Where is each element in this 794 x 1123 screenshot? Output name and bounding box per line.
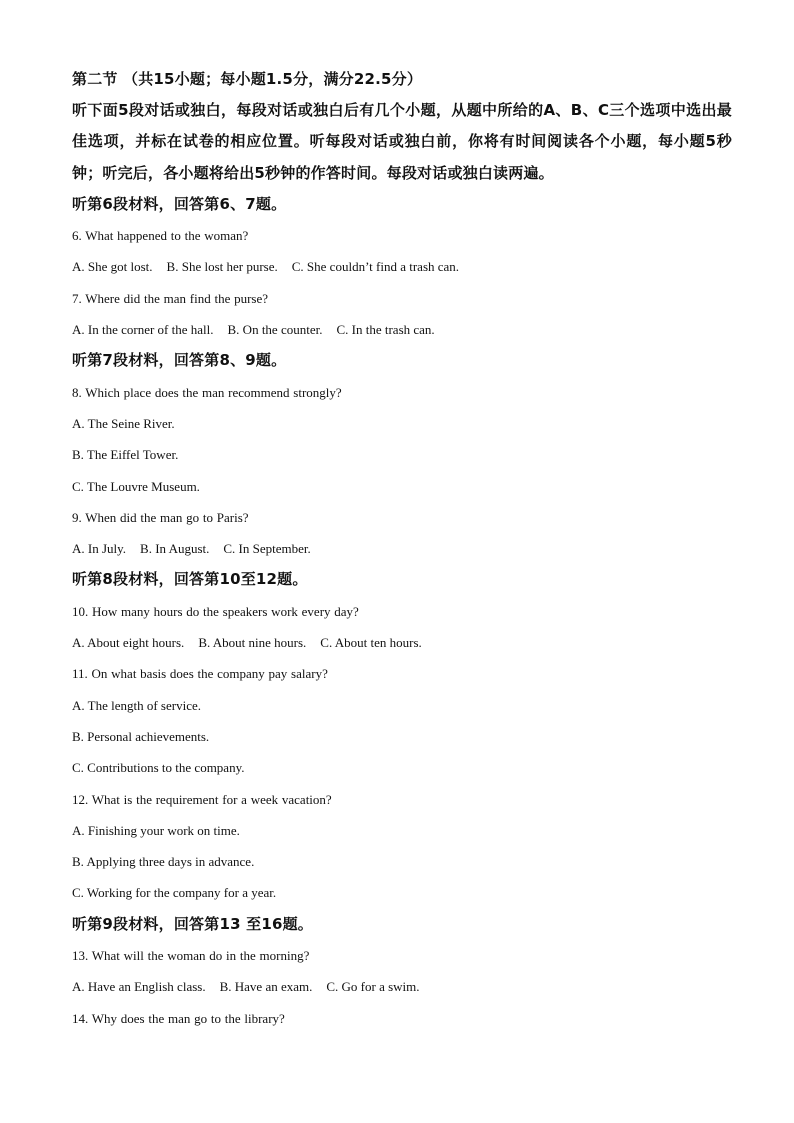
options-row [72, 627, 732, 658]
question-text: 6. What happened to the woman? [72, 228, 249, 244]
group-heading: 听第7段材料，回答第8、9题。 [72, 351, 287, 370]
section-title: 第二节 （共15小题；每小题1.5分，满分22.5分） [72, 70, 423, 88]
question-text: 8. Which place does the man recommend strongly? [72, 384, 342, 400]
group-heading: 听第6段材料，回答第6、7题。 [72, 194, 287, 213]
answer-option: B. About nine hours. [198, 635, 307, 651]
question-groups [72, 189, 732, 1034]
answer-option: C. The Louvre Museum. [72, 478, 200, 494]
options-row [72, 971, 732, 1002]
question-text: 7. Where did the man find the purse? [72, 290, 269, 306]
group-heading: 听第9段材料，回答第13 至16题。 [72, 914, 314, 933]
answer-option: A. In July. [72, 541, 127, 557]
answer-option: C. In September. [223, 541, 311, 557]
question-text: 14. Why does the man go to the library? [72, 1010, 285, 1026]
answer-option: A. The Seine River. [72, 415, 175, 431]
listening-section [72, 64, 732, 1034]
answer-option: B. Personal achievements. [72, 728, 210, 744]
answer-option: B. On the counter. [227, 322, 323, 338]
options-row [72, 314, 732, 345]
answer-option: C. She couldn’t find a trash can. [291, 259, 460, 275]
question-text: 11. On what basis does the company pay salary? [72, 666, 328, 682]
question-text: 12. What is the requirement for a week vacation? [72, 791, 332, 807]
answer-option: A. In the corner of the hall. [72, 322, 214, 338]
answer-option: C. Working for the company for a year. [72, 885, 277, 901]
question-text: 9. When did the man go to Paris? [72, 509, 249, 525]
answer-option: B. In August. [140, 541, 210, 557]
answer-option: B. The Eiffel Tower. [72, 447, 179, 463]
question-text: 10. How many hours do the speakers work every day? [72, 603, 359, 619]
question-text: 13. What will the woman do in the morning? [72, 948, 310, 964]
options-row [72, 251, 732, 282]
section-instructions: 听下面5段对话或独白，每段对话或独白后有几个小题，从题中所给的A、B、C三个选项中选出最佳选项，并标在试卷的相应位置。听每段对话或独白前，你将有时间阅读各个小题，每小题5秒钟；听完后，各小题将给出5秒钟的作答时间。每段对话或独白读两遍。 [72, 101, 732, 182]
answer-option: C. Go for a swim. [326, 979, 420, 995]
answer-option: C. Contributions to the company. [72, 760, 245, 776]
answer-option: B. She lost her purse. [166, 259, 278, 275]
answer-option: A. About eight hours. [72, 635, 185, 651]
answer-option: A. The length of service. [72, 697, 201, 713]
answer-option: B. Have an exam. [219, 979, 313, 995]
answer-option: A. Have an English class. [72, 979, 206, 995]
options-row [72, 533, 732, 564]
group-heading: 听第8段材料，回答第10至12题。 [72, 570, 308, 589]
answer-option: B. Applying three days in advance. [72, 854, 255, 870]
answer-option: A. Finishing your work on time. [72, 822, 240, 838]
answer-option: A. She got lost. [72, 259, 153, 275]
answer-option: C. In the trash can. [336, 322, 435, 338]
answer-option: C. About ten hours. [320, 635, 422, 651]
